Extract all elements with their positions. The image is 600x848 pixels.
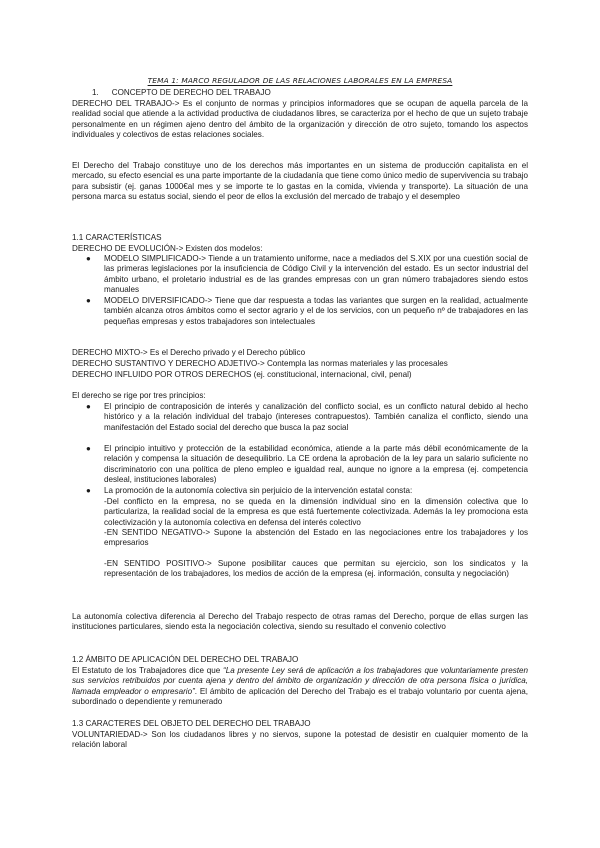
ambito-paragraph: El Estatuto de los Trabajadores dice que “La presente Ley será de aplicación a los trabajadores que voluntariamente presten sus servicios retribuidos por cuenta ajena y dentro del ámbito de organización y dirección de otra persona física o jurídica, llamada empleador o empresario”. El ámbito de aplicación del Derecho del Trabajo es el trabajo voluntario por cuenta ajena, subordinado o dependiente y remunerado — [72, 666, 529, 707]
bullet-icon: ● — [86, 402, 91, 411]
evolucion-intro: DERECHO DE EVOLUCIÓN-> Existen dos modelos: — [72, 244, 263, 253]
voluntariedad-paragraph: VOLUNTARIEDAD-> Son los ciudadanos libres y no siervos, supone la potestad de desistir en cualquier momento de la relación laboral — [72, 730, 528, 750]
derecho-mixto: DERECHO MIXTO-> Es el Derecho privado y el Derecho público — [72, 348, 306, 357]
derecho-sustantivo: DERECHO SUSTANTIVO Y DERECHO ADJETIVO-> Contempla las normas materiales y las procesales — [72, 359, 448, 368]
estatuto-quote: “La presente Ley será de aplicación a los trabajadores que voluntariamente presten sus servicios retribuidos por cuenta ajena y dentro del ámbito de organización y dirección de otra persona física o jurídica, llamada empleador o empresario” — [72, 666, 529, 696]
section-1-2-heading: 1.2 ÁMBITO DE APLICACIÓN DEL DERECHO DEL TRABAJO — [72, 655, 299, 664]
list-item-principio-intuitivo: El principio intuitivo y protección de la estabilidad económica, atiende a la parte más débil económicamente de la relación y compensa la situación de desequilibrio. La CE ordena la aprobación de la ley para un salario suficiente no discriminatorio con una política de pleno empleo e igualdad real, aunque no ignore a la empresa (ej. competencia desleal, instituciones laborales) — [104, 444, 528, 485]
bullet-icon: ● — [86, 296, 91, 305]
autonomia-paragraph: La autonomía colectiva diferencia al Derecho del Trabajo respecto de otras ramas del Derecho, porque de ellas surgen las instituciones particulares, siendo esta la negociación colectiva, siendo su resultado el convenio colectivo — [72, 612, 528, 632]
list-item-principio-autonomia: La promoción de la autonomía colectiva sin perjuicio de la intervención estatal consta: — [104, 486, 413, 495]
importance-paragraph: El Derecho del Trabajo constituye uno de los derechos más importantes en un sistema de producción capitalista en el mercado, su efecto esencial es una parte importante de la ciudadanía que tiene como único medio de supervivencia su trabajo para subsistir (ej. ganas 1000€al mes y se importe te lo gastas en la comida, vivienda y transporte). La situación de una persona marca su estatus social, siendo el peor de ellos la exclusión del mercado de trabajo y el desempleo — [72, 161, 528, 202]
sub-item-conflicto: -Del conflicto en la empresa, no se queda en la dimensión individual sino en la dimensión colectiva que lo particulariza, la realidad social de la empresa es que está fuertemente colectivizada. Además la ley promociona esta colectivización y la autonomía colectiva en defensa del interés colectivo — [104, 497, 528, 527]
sub-item-sentido-positivo: -EN SENTIDO POSITIVO-> Supone posibilitar cauces que permitan su ejercicio, son los sindicatos y la representación de los trabajadores, los medios de acción de la empresa (ej. información, consulta y negociación) — [104, 559, 528, 579]
list-item-modelo-diversificado: MODELO DIVERSIFICADO-> Tiene que dar respuesta a todas las variantes que surgen en la realidad, actualmente también alcanza otros ámbitos como el sector agrario y el de los servicios, con un pequeño nº de trabajadores en las pequeñas empresas y estos trabajadores son intelectuales — [104, 296, 528, 326]
list-item-principio-contraposicion: El principio de contraposición de interés y canalización del conflicto social, es un conflicto natural debido al hecho histórico y a la relación individual del trabajo (intereses contrapuestos). También canaliza el conflicto, siendo una manifestación del Estado social del derecho que busca la paz social — [104, 402, 528, 432]
bullet-icon: ● — [86, 486, 91, 495]
section-1-heading: 1. CONCEPTO DE DERECHO DEL TRABAJO — [92, 88, 271, 97]
section-1-3-heading: 1.3 CARACTERES DEL OBJETO DEL DERECHO DEL TRABAJO — [72, 719, 311, 728]
sub-item-sentido-negativo: -EN SENTIDO NEGATIVO-> Supone la abstención del Estado en las negociaciones entre los trabajadores y los empresarios — [104, 528, 528, 548]
principios-intro: El derecho se rige por tres principios: — [72, 391, 206, 400]
section-1-1-heading: 1.1 CARACTERÍSTICAS — [72, 233, 162, 242]
derecho-influido: DERECHO INFLUIDO POR OTROS DERECHOS (ej. constitucional, internacional, civil, penal) — [72, 370, 412, 379]
bullet-icon: ● — [86, 254, 91, 263]
document-title: TEMA 1: MARCO REGULADOR DE LAS RELACIONES LABORALES EN LA EMPRESA — [147, 76, 453, 85]
list-item-modelo-simplificado: MODELO SIMPLIFICADO-> Tiende a un tratamiento uniforme, nace a mediados del S.XIX por una cuestión social de las primeras legislaciones por la insuficiencia de Código Civil y la intervención del estado. Es un sector industrial del ámbito urbano, el proletario industrial es de las grandes empresas con un gran número trabajadores siendo estos manuales — [104, 254, 528, 295]
definition-paragraph: DERECHO DEL TRABAJO-> Es el conjunto de normas y principios informadores que se ocupan de aquella parcela de la realidad social que atiende a la actividad productiva de ciudadanos libres, se caracteriza por el hecho de que un sujeto trabaje personalmente en un régimen ajeno dentro del ámbito de la organización y dirección de otro sujeto, tomando los aspectos individuales y colectivos de estas relaciones sociales. — [72, 99, 528, 140]
bullet-icon: ● — [86, 444, 91, 453]
